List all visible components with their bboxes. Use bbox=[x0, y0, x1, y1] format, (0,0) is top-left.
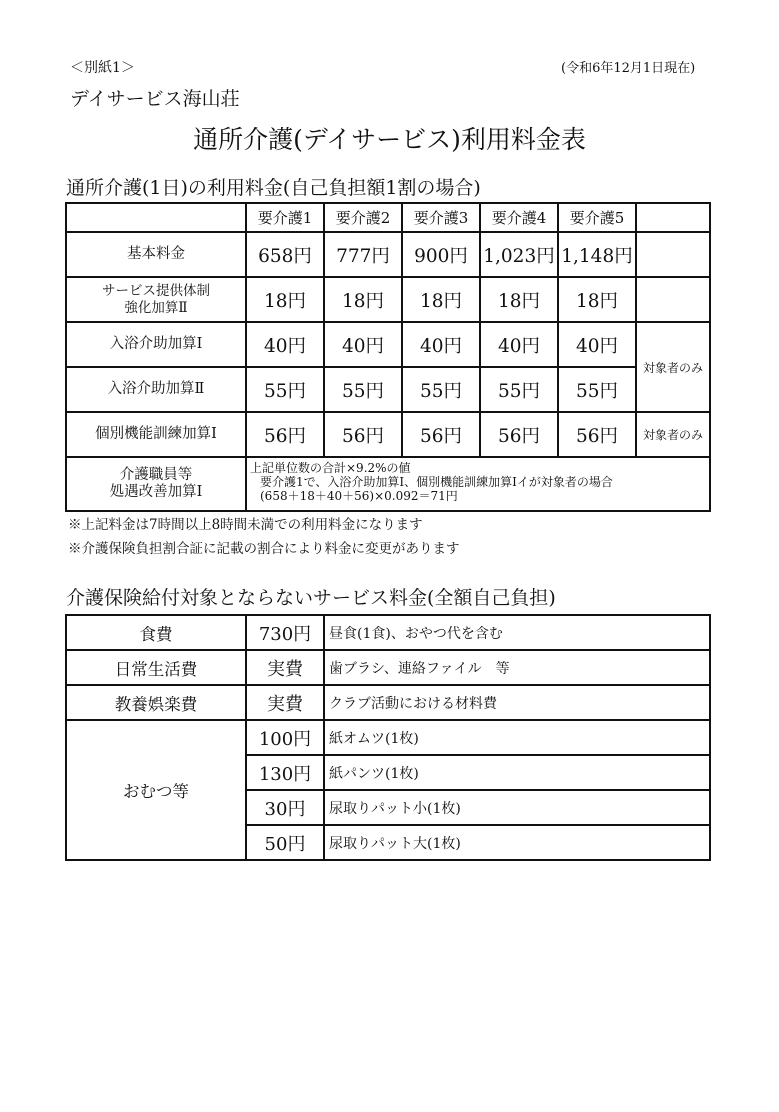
as-of-date: (令和6年12月1日現在) bbox=[561, 61, 696, 76]
appendix-label: ＜別紙1＞ bbox=[70, 60, 135, 76]
fee-cell: 実費 bbox=[246, 650, 324, 685]
price-cell: 18円 bbox=[246, 277, 324, 322]
column-header: 要介護5 bbox=[558, 203, 636, 232]
row-label-line: 強化加算Ⅱ bbox=[124, 299, 188, 316]
row-label-line: サービス提供体制 bbox=[102, 282, 210, 299]
price-cell: 18円 bbox=[558, 277, 636, 322]
footnote: ※介護保険負担割合証に記載の割合により料金に変更があります bbox=[68, 541, 460, 557]
service-name: おむつ等 bbox=[66, 720, 246, 860]
price-cell: 40円 bbox=[324, 322, 402, 367]
target-only-note: 対象者のみ bbox=[636, 322, 710, 412]
price-cell: 56円 bbox=[558, 412, 636, 457]
footnote: ※上記料金は7時間以上8時間未満での利用料金になります bbox=[68, 517, 423, 533]
table-row bbox=[66, 685, 710, 720]
price-cell: 40円 bbox=[246, 322, 324, 367]
table-header-row bbox=[66, 203, 710, 232]
row-label bbox=[66, 457, 246, 511]
page-title: 通所介護(デイサービス)利用料金表 bbox=[193, 125, 586, 154]
row-label: 入浴介助加算Ⅰ bbox=[66, 322, 246, 367]
description-cell: 紙オムツ(1枚) bbox=[324, 720, 710, 755]
row-label: 基本料金 bbox=[66, 232, 246, 277]
price-cell: 18円 bbox=[480, 277, 558, 322]
table-row bbox=[66, 650, 710, 685]
header-empty-cell bbox=[636, 203, 710, 232]
price-cell: 18円 bbox=[402, 277, 480, 322]
service-name: 日常生活費 bbox=[66, 650, 246, 685]
fee-cell: 130円 bbox=[246, 755, 324, 790]
self-pay-fee-table bbox=[65, 614, 711, 861]
target-only-note: 対象者のみ bbox=[636, 412, 710, 457]
section1-title: 通所介護(1日)の利用料金(自己負担額1割の場合) bbox=[66, 177, 481, 199]
price-cell: 55円 bbox=[324, 367, 402, 412]
price-cell: 900円 bbox=[402, 232, 480, 277]
column-header: 要介護2 bbox=[324, 203, 402, 232]
service-name: 食費 bbox=[66, 615, 246, 650]
table-row bbox=[66, 277, 710, 322]
section2-title: 介護保険給付対象とならないサービス料金(全額自己負担) bbox=[66, 587, 556, 609]
price-cell: 55円 bbox=[480, 367, 558, 412]
fee-cell: 実費 bbox=[246, 685, 324, 720]
table-row bbox=[66, 367, 710, 412]
row-label-line: 介護職員等 bbox=[119, 467, 193, 483]
price-cell: 55円 bbox=[246, 367, 324, 412]
empty-cell bbox=[636, 232, 710, 277]
table-row bbox=[66, 615, 710, 650]
service-name: 教養娯楽費 bbox=[66, 685, 246, 720]
fee-cell: 730円 bbox=[246, 615, 324, 650]
description-cell: 尿取りパット大(1枚) bbox=[324, 825, 710, 860]
price-cell: 56円 bbox=[246, 412, 324, 457]
calculation-line: 要介護1で、入浴介助加算Ⅰ、個別機能訓練加算Ⅰイが対象者の場合 bbox=[260, 475, 613, 489]
price-cell: 56円 bbox=[324, 412, 402, 457]
fee-cell: 30円 bbox=[246, 790, 324, 825]
row-label: 個別機能訓練加算Ⅰ bbox=[66, 412, 246, 457]
table-row bbox=[66, 322, 710, 367]
row-label-line: 処遇改善加算Ⅰ bbox=[109, 484, 203, 500]
empty-cell bbox=[636, 277, 710, 322]
calculation-line: (658＋18＋40＋56)×0.092＝71円 bbox=[260, 489, 458, 503]
row-label: 入浴介助加算Ⅱ bbox=[66, 367, 246, 412]
calculation-note bbox=[246, 457, 710, 511]
price-cell: 1,148円 bbox=[558, 232, 636, 277]
description-cell: 歯ブラシ、連絡ファイル 等 bbox=[324, 650, 710, 685]
price-cell: 40円 bbox=[402, 322, 480, 367]
price-cell: 40円 bbox=[558, 322, 636, 367]
description-cell: 昼食(1食)、おやつ代を含む bbox=[324, 615, 710, 650]
price-cell: 658円 bbox=[246, 232, 324, 277]
table-row bbox=[66, 232, 710, 277]
column-header: 要介護1 bbox=[246, 203, 324, 232]
price-cell: 777円 bbox=[324, 232, 402, 277]
description-cell: 尿取りパット小(1枚) bbox=[324, 790, 710, 825]
facility-name: デイサービス海山荘 bbox=[70, 88, 240, 110]
calculation-line: 上記単位数の合計×9.2%の値 bbox=[250, 461, 411, 475]
column-header: 要介護4 bbox=[480, 203, 558, 232]
price-cell: 18円 bbox=[324, 277, 402, 322]
fee-cell: 50円 bbox=[246, 825, 324, 860]
price-cell: 55円 bbox=[402, 367, 480, 412]
table-row bbox=[66, 412, 710, 457]
price-cell: 55円 bbox=[558, 367, 636, 412]
header-empty-cell bbox=[66, 203, 246, 232]
table-row bbox=[66, 457, 710, 511]
column-header: 要介護3 bbox=[402, 203, 480, 232]
price-cell: 56円 bbox=[480, 412, 558, 457]
price-cell: 1,023円 bbox=[480, 232, 558, 277]
price-cell: 40円 bbox=[480, 322, 558, 367]
description-cell: 紙パンツ(1枚) bbox=[324, 755, 710, 790]
description-cell: クラブ活動における材料費 bbox=[324, 685, 710, 720]
table-row bbox=[66, 720, 710, 755]
price-cell: 56円 bbox=[402, 412, 480, 457]
row-label bbox=[66, 277, 246, 322]
usage-fee-table bbox=[65, 202, 711, 512]
fee-cell: 100円 bbox=[246, 720, 324, 755]
